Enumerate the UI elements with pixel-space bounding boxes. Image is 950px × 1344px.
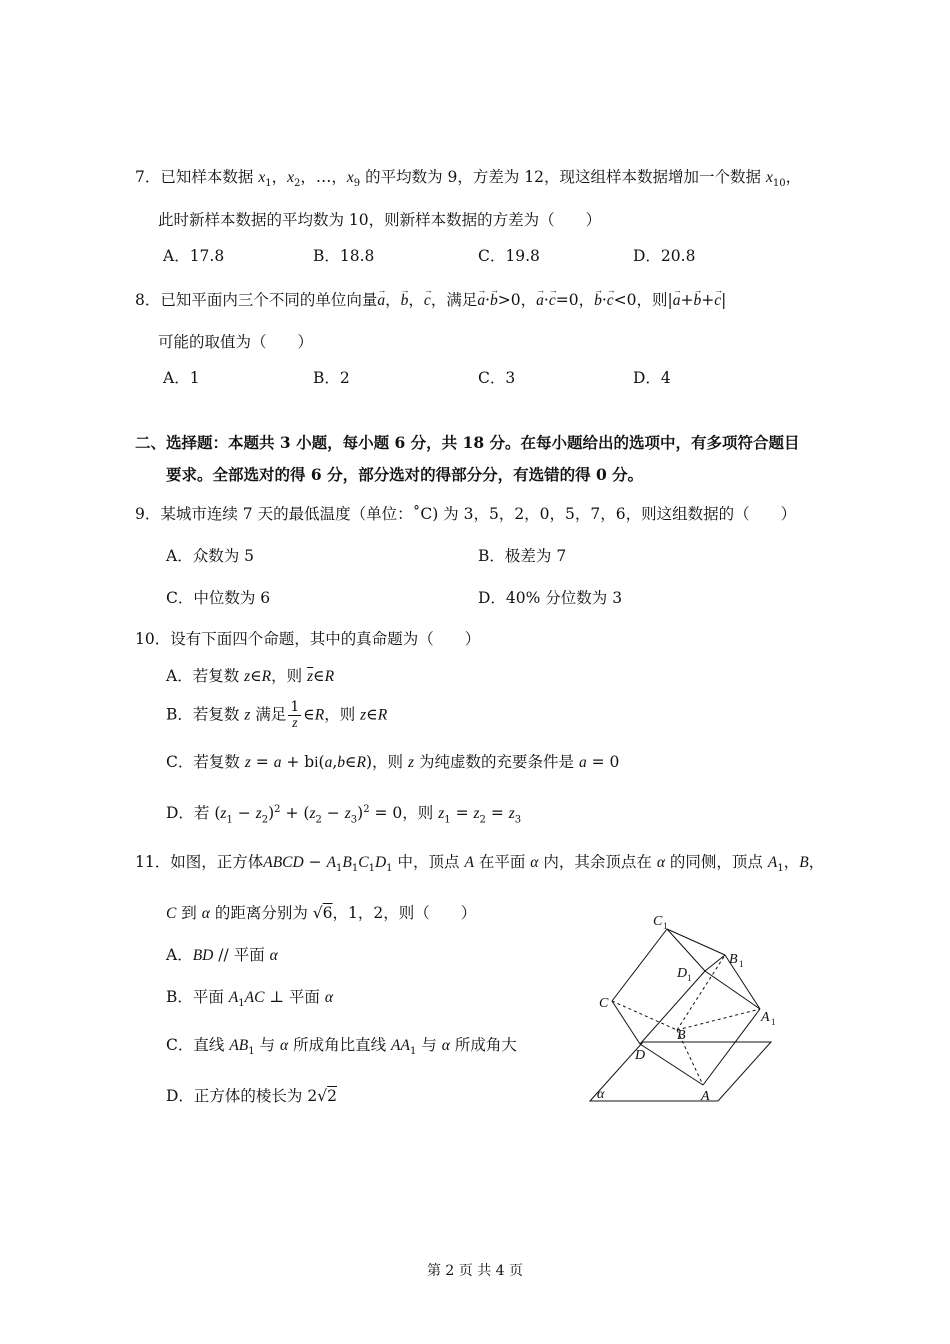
q7-option-b: B．18.8 [313, 247, 375, 265]
q7-option-d: D．20.8 [633, 247, 696, 265]
label-c: C [599, 996, 609, 1011]
q11-option-d: D．正方体的棱长为 2√2 [166, 1087, 337, 1105]
label-d: D [635, 1048, 646, 1063]
svg-text:1: 1 [771, 1017, 776, 1027]
svg-text:1: 1 [687, 973, 692, 983]
q9-option-b: B．极差为 7 [478, 547, 567, 565]
cube-figure [585, 905, 780, 1105]
q7-line2: 此时新样本数据的平均数为 10，则新样本数据的方差为（ ） [158, 211, 602, 229]
q10-stem: 10．设有下面四个命题，其中的真命题为（ ） [135, 630, 481, 648]
q9-option-c: C．中位数为 6 [166, 589, 271, 607]
q9-option-d: D．40% 分位数为 3 [478, 589, 623, 607]
label-a: A [701, 1089, 710, 1104]
label-alpha: α [597, 1087, 605, 1102]
label-a1: A [761, 1010, 770, 1025]
q11-option-b: B．平面 $A_1AC$ ⊥ 平面 α [166, 988, 334, 1010]
q8-option-c: C．3 [478, 369, 516, 387]
svg-text:1: 1 [739, 959, 744, 969]
q8-line2: 可能的取值为（ ） [158, 333, 314, 351]
q7-option-a: A．17.8 [163, 247, 225, 265]
q8-option-b: B．2 [313, 369, 350, 387]
section2-heading-line2: 要求。全部选对的得 6 分，部分选对的得部分分，有选错的得 0 分。 [166, 465, 644, 484]
label-b1: B [729, 952, 738, 967]
plane-alpha [590, 1042, 771, 1101]
label-c1: C [653, 914, 663, 929]
q8-option-a: A．1 [163, 369, 200, 387]
section2-heading-line1: 二、选择题：本题共 3 小题，每小题 6 分，共 18 分。在每小题给出的选项中，有多项符合题目 [135, 433, 800, 452]
q11-option-c: C．直线 $AB_1$ 与 α 所成角比直线 $AA_1$ 与 α 所成角大 [166, 1036, 517, 1058]
q11-option-a: A．BD // 平面 α [166, 946, 278, 964]
q11-line2: C 到 α 的距离分别为 √6，1，2，则（ ） [166, 904, 477, 922]
q10-option-b: B．若复数 z 满足 $\frac{1}{z}$ ∈R，则 z∈R [166, 699, 388, 731]
q7-line1: 7．已知样本数据 $x_1$，$x_2$，…，$x_9$ 的平均数为 9，方差为 12，现这组样本数据增加一个数据 $x_{10}$， [135, 168, 802, 190]
label-b: B [677, 1028, 686, 1043]
q8-option-d: D．4 [633, 369, 671, 387]
q9-stem: 9．某城市连续 7 天的最低温度（单位：˚C) 为 3，5，2，0，5，7，6，则这组数据的（ ） [135, 505, 797, 523]
q10-option-c: C．若复数 z = a + bi(a,b∈R)，则 z 为纯虚数的充要条件是 a = 0 [166, 753, 620, 771]
q9-option-a: A．众数为 5 [166, 547, 254, 565]
svg-text:1: 1 [663, 921, 668, 931]
q10-option-a: A．若复数 z∈R，则 $\overline{z}\in R$ [166, 667, 335, 685]
q11-line1: 11．如图，正方体ABCD − $A_1B_1C_1D_1$ 中，顶点 A 在平面 α 内，其余顶点在 α 的同侧，顶点 $A_1$，B， [135, 853, 825, 875]
q7-option-c: C．19.8 [478, 247, 540, 265]
label-d1: D [677, 966, 688, 981]
q8-line1: 8．已知平面内三个不同的单位向量→ a，→ b，→ c，满足→ a·→ b>0，→ a·→ c=0，→ b·→ c<0，则|→ a+→ b+→ c| [135, 289, 726, 312]
page-footer: 第 2 页 共 4 页 [426, 1263, 524, 1279]
q10-option-d: D．若 $(z_1 - z_2)^2 + (z_2 - z_3)^2 = 0$，则 $z_1 = z_2 = z_3$ [166, 804, 522, 826]
